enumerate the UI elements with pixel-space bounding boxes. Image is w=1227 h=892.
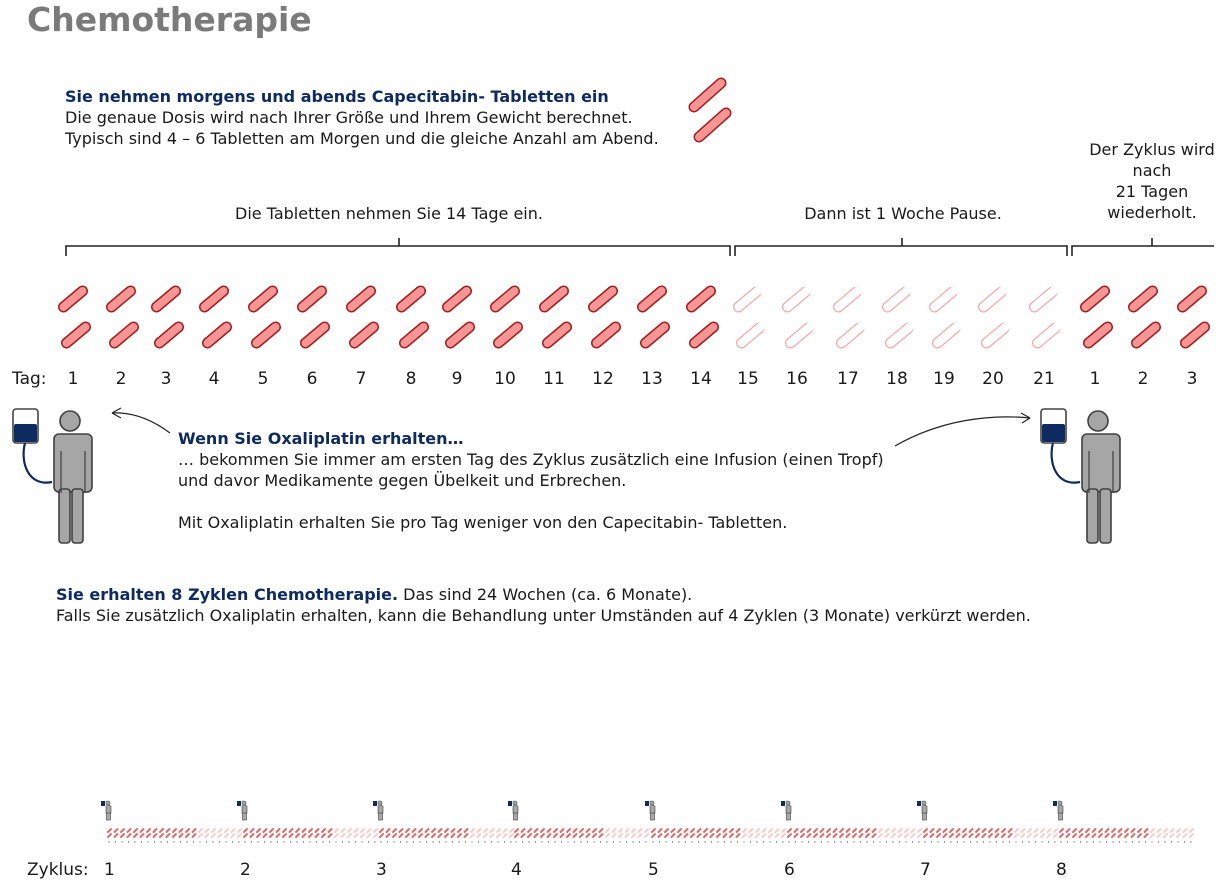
day-number: 3	[1186, 369, 1198, 389]
oxaliplatin-line-3: Mit Oxaliplatin erhalten Sie pro Tag weniger von den Capecitabin- Tabletten.	[178, 513, 788, 532]
cycle-number: 6	[784, 860, 795, 880]
day-pills	[1183, 291, 1205, 343]
cycle-strip	[237, 801, 377, 843]
day-label: Tag:	[12, 369, 47, 389]
day-pills	[643, 291, 665, 343]
phase-label-tablets: Die Tabletten nehmen Sie 14 Tage ein.	[235, 204, 543, 223]
intro-line-1: Die genaue Dosis wird nach Ihrer Größe und Ihrem Gewicht berechnet.	[65, 108, 633, 127]
pause-day-pills	[888, 291, 910, 343]
brace-pause	[735, 238, 1067, 256]
day-number: 2	[1137, 369, 1149, 389]
oxaliplatin-line-2: und davor Medikamente gegen Übelkeit und Erbrechen.	[178, 471, 627, 490]
day-pills	[545, 291, 567, 343]
cycle-number: 4	[511, 860, 522, 880]
cycle-number: 1	[104, 860, 115, 880]
day-number: 1	[67, 369, 79, 389]
infusion-person-icon	[373, 801, 383, 820]
cycle-number: 7	[920, 860, 931, 880]
brace-repeat	[1072, 238, 1214, 256]
cycle-strip	[645, 801, 785, 843]
day-pills	[303, 291, 325, 343]
day-pills	[402, 291, 424, 343]
infusion-person-icon	[237, 801, 247, 820]
cycle-strip	[508, 801, 648, 843]
day-pills	[496, 291, 518, 343]
phase-label-repeat-2: nach	[1132, 161, 1172, 180]
pill-icon	[699, 113, 726, 137]
day-number: 3	[160, 369, 172, 389]
cycles-info-heading: Sie erhalten 8 Zyklen Chemotherapie.	[56, 585, 399, 604]
day-pills	[112, 291, 134, 343]
infusion-person-icon	[781, 801, 791, 820]
day-number: 13	[641, 369, 663, 389]
day-number: 12	[592, 369, 614, 389]
day-number: 1	[1089, 369, 1101, 389]
day-pills	[254, 291, 276, 343]
cycle-strip	[1053, 801, 1193, 843]
day-number: 2	[115, 369, 127, 389]
cycle-number: 5	[648, 860, 659, 880]
cycle-strip	[373, 801, 513, 843]
brace-tablets	[66, 238, 730, 256]
arrow-right	[895, 417, 1030, 446]
page-title: Chemotherapie	[27, 0, 312, 39]
phase-label-repeat-3: 21 Tagen	[1115, 182, 1189, 201]
day-number: 21	[1033, 369, 1055, 389]
day-number: 16	[786, 369, 808, 389]
infusion-person-icon	[1041, 409, 1120, 543]
pause-day-pills	[1035, 291, 1057, 343]
day-pills	[1086, 291, 1108, 343]
infusion-person-icon	[508, 801, 518, 820]
day-number: 20	[982, 369, 1004, 389]
day-number: 15	[737, 369, 759, 389]
infusion-person-icon	[917, 801, 927, 820]
day-pills	[205, 291, 227, 343]
day-number: 8	[405, 369, 417, 389]
day-number: 5	[257, 369, 269, 389]
pause-day-pills	[739, 291, 761, 343]
cycle-strip	[101, 801, 241, 843]
day-number: 10	[494, 369, 516, 389]
cycles-info-line-2: Falls Sie zusätzlich Oxaliplatin erhalten, kann die Behandlung unter Umständen auf 4 Zyklen (3 Monate) verkürzt werden.	[56, 606, 1031, 625]
pause-day-pills	[839, 291, 861, 343]
day-pills	[157, 291, 179, 343]
phase-label-repeat-1: Der Zyklus wird	[1089, 140, 1215, 159]
infusion-person-icon	[645, 801, 655, 820]
day-pills	[64, 291, 86, 343]
day-number: 11	[543, 369, 565, 389]
day-number: 18	[886, 369, 908, 389]
cycles-info-heading-rest: Das sind 24 Wochen (ca. 6 Monate).	[398, 585, 693, 604]
day-pills	[594, 291, 616, 343]
oxaliplatin-line-1: … bekommen Sie immer am ersten Tag des Zyklus zusätzlich eine Infusion (einen Tropf)	[178, 450, 884, 469]
arrow-left	[112, 413, 170, 433]
day-number: 14	[690, 369, 712, 389]
day-number: 6	[306, 369, 318, 389]
day-pills	[692, 291, 714, 343]
cycle-strip	[781, 801, 921, 843]
day-number: 7	[355, 369, 367, 389]
intro-heading: Sie nehmen morgens und abends Capecitabin- Tabletten ein	[65, 87, 609, 106]
cycle-number: 8	[1056, 860, 1067, 880]
phase-label-repeat-4: wiederholt.	[1107, 203, 1197, 222]
day-number: 17	[837, 369, 859, 389]
oxaliplatin-heading: Wenn Sie Oxaliplatin erhalten…	[178, 429, 464, 448]
cycle-number: 2	[240, 860, 251, 880]
pause-day-pills	[984, 291, 1006, 343]
cycle-strip	[917, 801, 1057, 843]
infusion-person-icon	[13, 409, 92, 543]
cycle-label: Zyklus:	[27, 860, 89, 880]
pill-icon	[694, 83, 721, 107]
day-number: 19	[933, 369, 955, 389]
phase-label-pause: Dann ist 1 Woche Pause.	[804, 204, 1002, 223]
intro-line-2: Typisch sind 4 – 6 Tabletten am Morgen und die gleiche Anzahl am Abend.	[65, 129, 659, 148]
cycle-number: 3	[376, 860, 387, 880]
pause-day-pills	[935, 291, 957, 343]
day-number: 9	[451, 369, 463, 389]
day-number: 4	[208, 369, 220, 389]
day-pills	[448, 291, 470, 343]
cycles-info-heading-line	[56, 584, 692, 605]
pause-day-pills	[788, 291, 810, 343]
infusion-person-icon	[101, 801, 111, 820]
day-pills	[352, 291, 374, 343]
day-pills	[1134, 291, 1156, 343]
infusion-person-icon	[1053, 801, 1063, 820]
